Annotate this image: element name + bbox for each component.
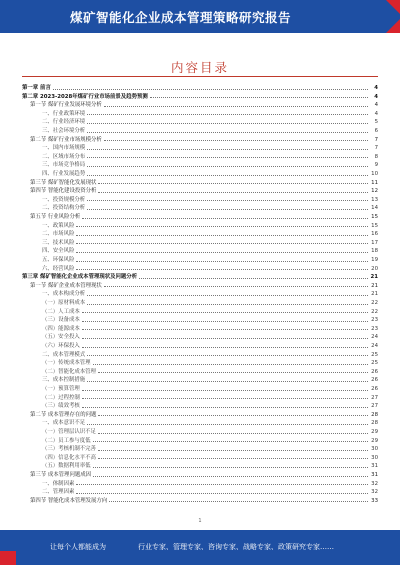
toc-entry[interactable]	[30, 179, 378, 187]
toc-page-number: 4	[374, 110, 378, 117]
toc-leader-dots	[98, 192, 368, 193]
toc-entry[interactable]	[42, 325, 378, 333]
footer-accent	[0, 551, 16, 565]
toc-entry[interactable]	[42, 299, 378, 307]
footer-roles: 行业专家、管理专家、咨询专家、战略专家、政策研究专家……	[138, 543, 334, 551]
toc-entry[interactable]	[22, 93, 378, 101]
toc-entry-text: （二）过程控制	[42, 394, 80, 401]
report-header	[0, 0, 400, 33]
toc-page-number: 27	[371, 403, 378, 410]
toc-entry[interactable]	[30, 282, 378, 290]
toc-page-number: 30	[371, 454, 378, 461]
toc-page-number: 9	[374, 162, 378, 169]
toc-page-number: 13	[371, 196, 378, 203]
toc-entry[interactable]	[30, 187, 378, 195]
toc-entry-text: 五、环保风险	[42, 257, 75, 263]
toc-entry-text: （一）原材料成本	[42, 300, 86, 306]
toc-page-number: 25	[371, 351, 378, 358]
toc-page-number: 15	[371, 214, 378, 220]
toc-entry-text: 第三节 煤矿智能化发展现状	[30, 179, 97, 186]
toc-entry[interactable]	[42, 359, 378, 367]
toc-entry-text: 第四节 智能化成本管理发展方向	[30, 497, 108, 504]
toc-leader-dots	[76, 493, 368, 494]
toc-entry-text: 二、行业经济环境	[42, 119, 86, 126]
toc-leader-dots	[82, 390, 368, 391]
toc-page-number: 4	[374, 85, 378, 91]
toc-entry[interactable]	[42, 394, 378, 402]
toc-entry[interactable]	[42, 428, 378, 436]
toc-leader-dots	[104, 286, 368, 287]
toc-entry[interactable]	[42, 170, 378, 178]
toc-entry-text: 三、市场竞争格局	[42, 162, 86, 169]
page-number: 1	[198, 518, 202, 524]
toc-leader-dots	[76, 243, 368, 244]
toc-page-number: 26	[371, 368, 378, 375]
toc-entry-text: 一、成本构成分析	[42, 291, 86, 298]
toc-leader-dots	[87, 355, 368, 356]
toc-leader-dots	[82, 218, 368, 219]
toc-leader-dots	[76, 269, 368, 270]
toc-leader-dots	[76, 252, 368, 253]
toc-page-number: 23	[371, 325, 378, 332]
toc-leader-dots	[82, 407, 368, 408]
toc-entry-text: （三）设备成本	[42, 317, 80, 324]
toc-entry-text: 第五节 行业风险分析	[30, 214, 81, 220]
toc-leader-dots	[93, 364, 368, 365]
toc-page-number: 21	[370, 274, 378, 281]
toc-page-number: 19	[371, 257, 378, 263]
toc-entry[interactable]	[30, 471, 378, 479]
toc-entry-text: （二）智能化成本管理	[42, 368, 96, 375]
toc-page-number: 17	[371, 239, 378, 246]
toc-page-number: 5	[374, 119, 378, 126]
toc-entry-text: （五）安全投入	[42, 334, 80, 341]
toc-entry[interactable]	[42, 368, 378, 376]
toc-divider	[22, 76, 378, 77]
toc-entry-text: 一、成本意识不足	[42, 420, 86, 427]
toc-entry-text: 第三节 成本管理问题成因	[30, 472, 92, 478]
toc-entry-text: 三、成本控制措施	[42, 377, 86, 384]
toc-entry-text: （二）人工成本	[42, 308, 80, 315]
toc-leader-dots	[93, 476, 368, 477]
toc-leader-dots	[87, 157, 368, 158]
toc-leader-dots	[87, 132, 368, 133]
toc-leader-dots	[82, 338, 368, 339]
toc-entry[interactable]	[42, 247, 378, 255]
toc-leader-dots	[150, 97, 368, 98]
toc-leader-dots	[76, 235, 368, 236]
toc-leader-dots	[82, 398, 368, 399]
toc-entry[interactable]	[42, 419, 378, 427]
toc-leader-dots	[87, 166, 368, 167]
toc-page-number: 18	[371, 248, 378, 255]
toc-page-number: 21	[371, 291, 378, 298]
toc-entry-text: （四）能源成本	[42, 325, 80, 332]
toc-entry-text: 第二章 2023-2028年煤矿行业市场前景及趋势预测	[22, 93, 148, 100]
toc-leader-dots	[98, 433, 368, 434]
toc-leader-dots	[87, 149, 368, 150]
toc-entry[interactable]	[42, 230, 378, 238]
toc-page-number: 12	[371, 188, 378, 195]
toc-entry-text: （一）预算管理	[42, 386, 80, 392]
toc-entry-text: 一、体制因素	[42, 480, 75, 487]
toc-leader-dots	[98, 183, 368, 184]
toc-leader-dots	[139, 278, 368, 279]
toc-entry-text: 二、区域市场分布	[42, 153, 86, 160]
toc-page-number: 10	[371, 171, 378, 177]
toc-page-number: 11	[371, 179, 378, 186]
toc-entry[interactable]	[42, 385, 378, 393]
toc-page-number: 26	[371, 377, 378, 384]
toc-leader-dots	[87, 381, 368, 382]
corner-decoration	[386, 19, 400, 33]
toc-entry[interactable]	[42, 144, 378, 152]
toc-page-number: 8	[374, 153, 378, 160]
toc-leader-dots	[87, 200, 368, 201]
toc-entry[interactable]	[22, 273, 378, 281]
toc-entry[interactable]	[42, 110, 378, 118]
toc-page-number: 22	[371, 300, 378, 306]
toc-page-number: 31	[371, 472, 378, 478]
toc-entry[interactable]	[42, 445, 378, 453]
toc-entry[interactable]	[42, 462, 378, 470]
toc-entry[interactable]	[42, 118, 378, 126]
toc-entry[interactable]	[42, 480, 378, 488]
toc-entry-text: 一、行业政策环境	[42, 110, 86, 117]
toc-page-number: 20	[371, 265, 378, 272]
toc-page-number: 22	[371, 308, 378, 315]
toc-leader-dots	[53, 89, 368, 90]
toc-leader-dots	[98, 372, 368, 373]
toc-leader-dots	[87, 209, 368, 210]
toc-entry-text: 二、管理因素	[42, 489, 75, 496]
toc-leader-dots	[87, 304, 368, 305]
toc-entry[interactable]	[30, 136, 378, 144]
toc-entry[interactable]	[42, 256, 378, 264]
toc-entry[interactable]	[42, 239, 378, 247]
toc-entry-text: 六、经营风险	[42, 265, 75, 272]
footer-label: 让每个人都能成为	[50, 543, 106, 551]
toc-page-number: 32	[371, 480, 378, 487]
toc-entry[interactable]	[30, 497, 378, 505]
toc-entry[interactable]	[22, 84, 378, 92]
toc-leader-dots	[98, 458, 368, 459]
toc-entry[interactable]	[42, 308, 378, 316]
toc-entry[interactable]	[42, 316, 378, 324]
toc-entry-text: 一、国内市场规模	[42, 145, 86, 152]
toc-entry[interactable]	[42, 342, 378, 350]
toc-page-number: 33	[371, 497, 378, 504]
toc-entry-text: 第一节 煤矿企业成本管理现状	[30, 282, 102, 289]
toc-entry[interactable]	[42, 488, 378, 496]
toc-entry-text: 第二节 煤矿行业市场规模分析	[30, 136, 102, 143]
toc-entry[interactable]	[42, 351, 378, 359]
toc-entry[interactable]	[30, 411, 378, 419]
toc-page-number: 28	[371, 420, 378, 427]
toc-page-number: 24	[371, 334, 378, 341]
toc-leader-dots	[104, 140, 368, 141]
toc-entry-text: 二、市场风险	[42, 231, 75, 238]
report-title: 煤矿智能化企业成本管理策略研究报告	[70, 10, 292, 25]
toc-page-number: 6	[374, 128, 378, 134]
toc-page-number: 31	[371, 463, 378, 470]
toc-page-number: 14	[371, 205, 378, 212]
toc-entry-text: 四、行业发展趋势	[42, 171, 86, 177]
toc-leader-dots	[76, 484, 368, 485]
toc-page-number: 25	[371, 360, 378, 367]
toc-entry-text: 三、社会环境分析	[42, 128, 86, 134]
toc-leader-dots	[98, 450, 368, 451]
toc-entry-text: 第二节 成本管理存在的问题	[30, 411, 97, 418]
toc-entry[interactable]	[42, 127, 378, 135]
toc-entry-text: （一）传统成本管理	[42, 360, 91, 367]
toc-leader-dots	[87, 123, 368, 124]
toc-entry-text: 第一节 煤矿行业发展环境分析	[30, 102, 102, 109]
toc-entry-text: 二、投资结构分析	[42, 205, 86, 212]
toc-entry[interactable]	[30, 101, 378, 109]
toc-entry[interactable]	[42, 204, 378, 212]
toc-page-number: 26	[371, 386, 378, 392]
toc-leader-dots	[87, 114, 368, 115]
toc-leader-dots	[82, 329, 368, 330]
toc-page-number: 32	[371, 489, 378, 496]
toc-entry-text: （三）绩效考核	[42, 403, 80, 410]
toc-entry-text: 三、技术风险	[42, 239, 75, 246]
toc-page-number: 29	[371, 429, 378, 435]
toc-page-number: 7	[374, 136, 378, 143]
toc-leader-dots	[98, 415, 368, 416]
toc-page-number: 24	[371, 343, 378, 349]
toc-leader-dots	[76, 226, 368, 227]
toc-leader-dots	[104, 106, 368, 107]
toc-page-number: 4	[374, 93, 378, 100]
toc-leader-dots	[87, 175, 368, 176]
toc-leader-dots	[87, 424, 368, 425]
toc-entry[interactable]	[42, 437, 378, 445]
toc-entry-text: （三）考核机制不完善	[42, 446, 96, 453]
toc-entry-text: （五）数据利用率低	[42, 463, 91, 470]
toc-page-number: 16	[371, 231, 378, 238]
toc-page-number: 23	[371, 317, 378, 324]
toc-entry-text: （六）环保投入	[42, 343, 80, 349]
toc-entry[interactable]	[30, 213, 378, 221]
toc-page-number: 21	[371, 282, 378, 289]
toc-entry-text: 二、成本管理模式	[42, 351, 86, 358]
page-footer	[0, 530, 400, 565]
toc-leader-dots	[93, 441, 368, 442]
toc-entry[interactable]	[42, 196, 378, 204]
toc-page-number: 4	[374, 102, 378, 109]
toc-page-number: 28	[371, 411, 378, 418]
toc-entry[interactable]	[42, 265, 378, 273]
toc-page-number: 15	[371, 222, 378, 229]
toc-page-number: 7	[374, 145, 378, 152]
toc-page-number: 30	[371, 446, 378, 453]
toc-entry[interactable]	[42, 454, 378, 462]
toc-leader-dots	[87, 295, 368, 296]
corner-decoration	[386, 0, 400, 14]
toc-entry-text: （四）信息化水平不高	[42, 454, 96, 461]
toc-entry[interactable]	[42, 222, 378, 230]
toc-leader-dots	[93, 467, 368, 468]
toc-heading: 内容目录	[170, 60, 229, 75]
toc-entry-text: （二）员工参与度低	[42, 437, 91, 444]
toc-entry-text: 一、政策风险	[42, 222, 75, 229]
toc-entry-text: （一）管理层认识不足	[42, 429, 96, 435]
toc-entry[interactable]	[42, 161, 378, 169]
toc-entry[interactable]	[42, 402, 378, 410]
toc-entry[interactable]	[42, 153, 378, 161]
toc-entry-text: 第三章 煤矿智能化企业成本管理现状及问题分析	[22, 274, 138, 281]
toc-leader-dots	[82, 312, 368, 313]
toc-entry-text: 四、安全风险	[42, 248, 75, 255]
toc-page-number: 29	[371, 437, 378, 444]
toc-entry-text: 第四节 智能化建设投资分析	[30, 188, 97, 195]
toc-leader-dots	[76, 261, 368, 262]
toc-leader-dots	[109, 501, 368, 502]
toc-entry[interactable]	[42, 333, 378, 341]
toc-entry[interactable]	[42, 290, 378, 298]
toc-leader-dots	[82, 347, 368, 348]
toc-page-number: 27	[371, 394, 378, 401]
toc-leader-dots	[82, 321, 368, 322]
toc-entry-text: 第一章 前言	[22, 85, 51, 91]
toc-entry-text: 一、投资规模分析	[42, 196, 86, 203]
toc-entry[interactable]	[42, 376, 378, 384]
